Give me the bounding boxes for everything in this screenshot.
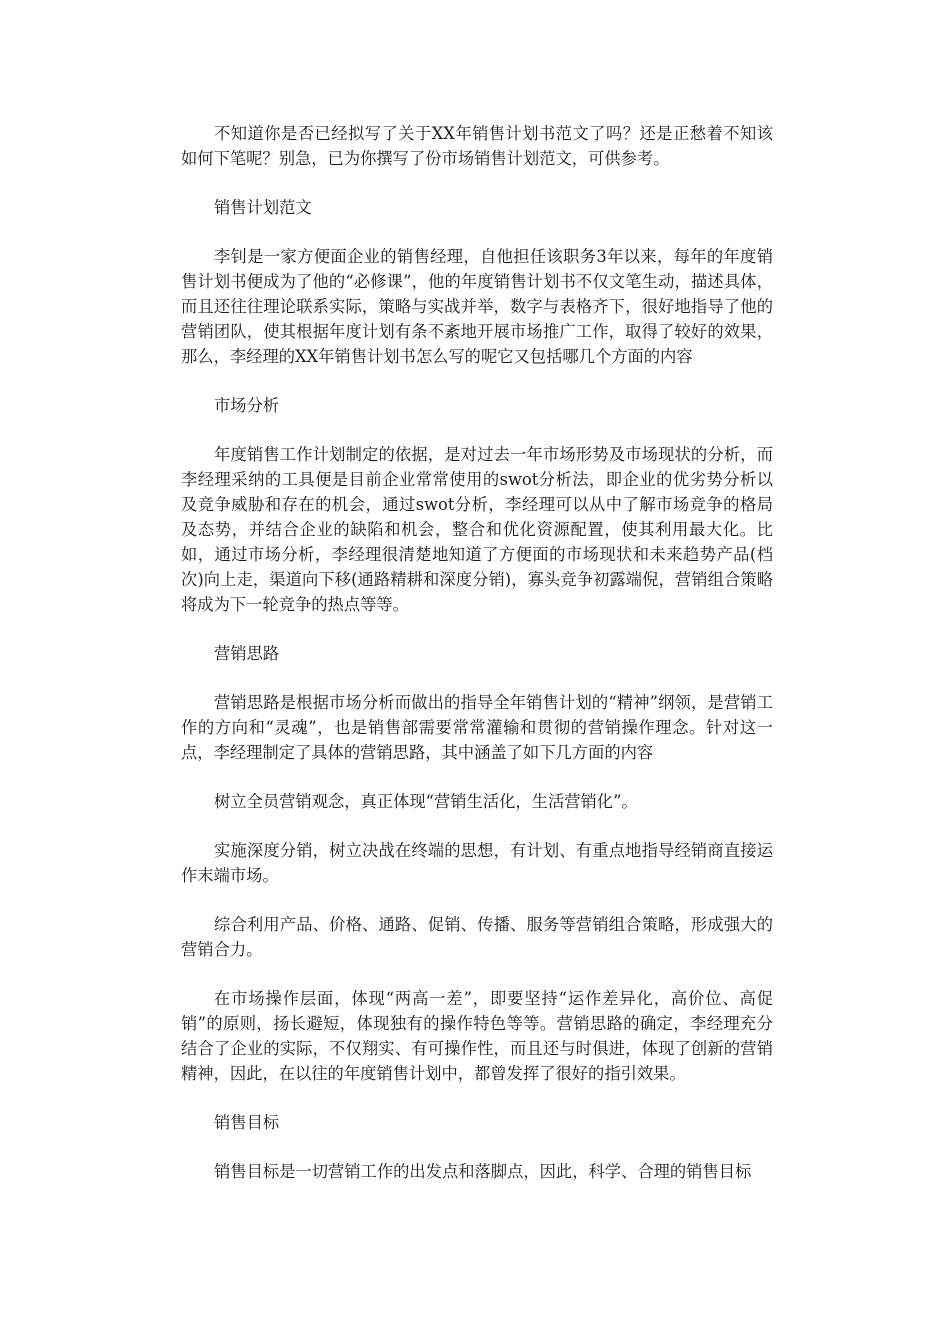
body-paragraph: 综合利用产品、价格、通路、促销、传播、服务等营销组合策略，形成强大的营销合力。: [181, 915, 773, 959]
body-paragraph: 树立全员营销观念，真正体现“营销生活化，生活营销化”。: [214, 792, 638, 811]
body-paragraph: 营销思路是根据市场分析而做出的指导全年销售计划的“精神”纲领，是营销工作的方向和“灵魂”，也是销售部需要常常灌输和贯彻的营销操作理念。针对这一点，李经理制定了具体的营销思路，其中涵盖了如下几方面的内容: [181, 693, 773, 762]
intro-paragraph: 不知道你是否已经拟写了关于XX年销售计划书范文了吗？还是正愁着不知该如何下笔呢？别急，已为你撰写了份市场销售计划范文，可供参考。: [181, 124, 773, 168]
body-paragraph: 李钊是一家方便面企业的销售经理，自他担任该职务3年以来，每年的年度销售计划书便成为了他的“必修课”，他的年度销售计划书不仅文笔生动，描述具体，而且还往往理论联系实际，策略与实战并举，数字与表格齐下，很好地指导了他的营销团队，使其根据年度计划有条不紊地开展市场推广工作，取得了较好的效果，那么，李经理的XX年销售计划书怎么写的呢它又包括哪几个方面的内容: [181, 247, 773, 366]
section-heading-sales-target: 销售目标: [214, 1113, 280, 1132]
body-paragraph: 年度销售工作计划制定的依据，是对过去一年市场形势及市场现状的分析，而李经理采纳的工具便是目前企业常常使用的swot分析法，即企业的优劣势分析以及竞争威胁和存在的机会，通过swot分析，李经理可以从中了解市场竞争的格局及态势，并结合企业的缺陷和机会，整合和优化资源配置，使其利用最大化。比如，通过市场分析，李经理很清楚地知道了方便面的市场现状和未来趋势产品(档次)向上走，渠道向下移(通路精耕和深度分销)，寡头竞争初露端倪，营销组合策略将成为下一轮竞争的热点等等。: [181, 445, 773, 614]
document-page: [181, 121, 773, 1208]
body-paragraph: 销售目标是一切营销工作的出发点和落脚点，因此，科学、合理的销售目标: [214, 1162, 752, 1181]
body-paragraph: 实施深度分销，树立决战在终端的思想，有计划、有重点地指导经销商直接运作末端市场。: [181, 841, 773, 885]
section-heading-marketing-approach: 营销思路: [214, 644, 280, 663]
body-paragraph: 在市场操作层面，体现“两高一差”，即要坚持“运作差异化，高价位、高促销”的原则，扬长避短，体现独有的操作特色等等。营销思路的确定，李经理充分结合了企业的实际，不仅翔实、有可操作性，而且还与时俱进，体现了创新的营销精神，因此，在以往的年度销售计划中，都曾发挥了很好的指引效果。: [181, 989, 773, 1083]
section-heading-sales-plan: 销售计划范文: [214, 198, 312, 217]
section-heading-market-analysis: 市场分析: [214, 396, 280, 415]
